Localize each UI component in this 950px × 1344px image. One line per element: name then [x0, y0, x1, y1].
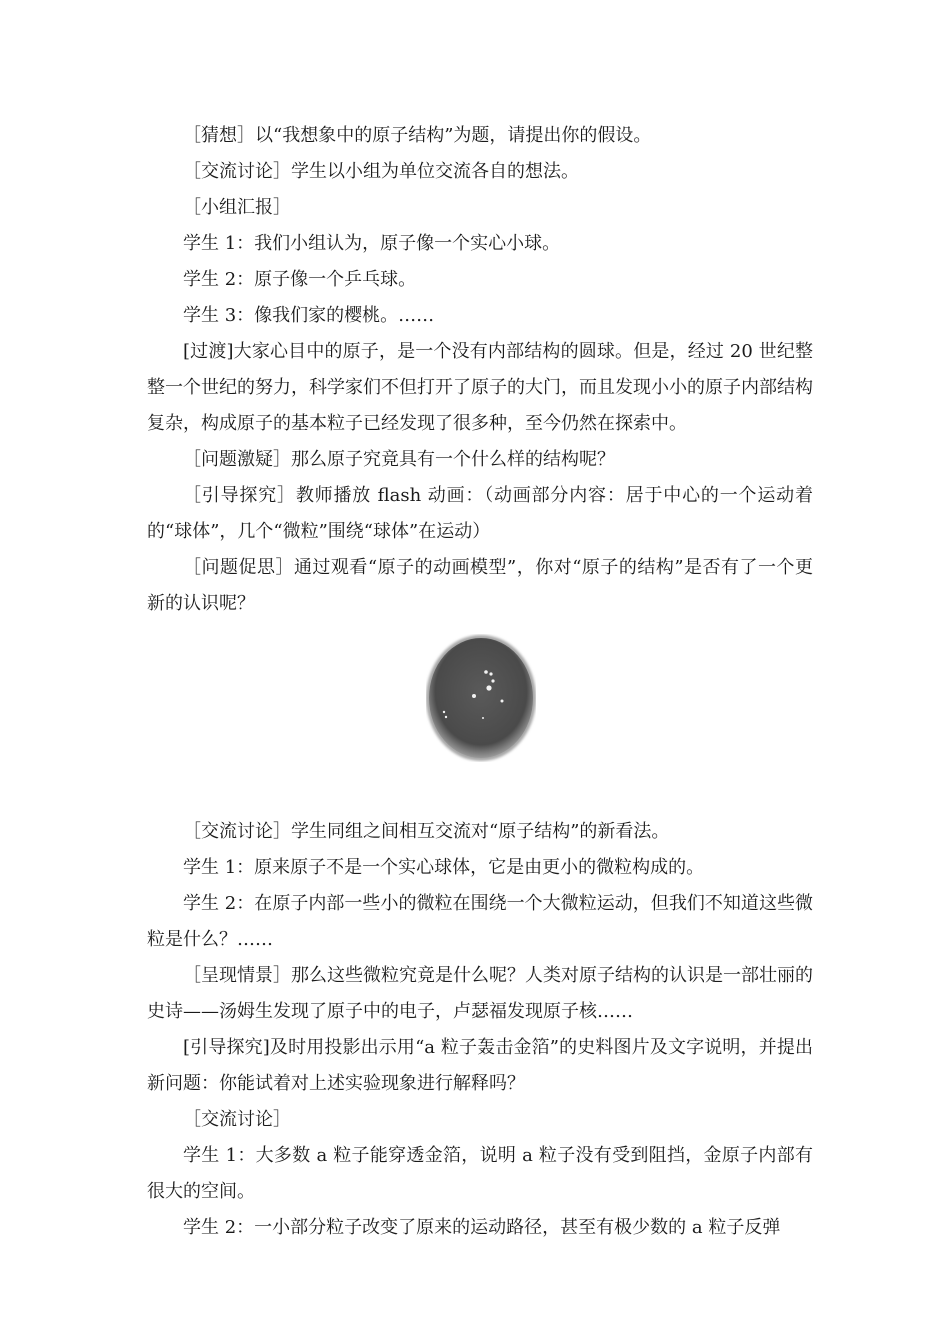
- paragraph-reflection-question: ［问题促思］通过观看“原子的动画模型”，你对“原子的结构”是否有了一个更新的认识呢？: [147, 557, 813, 614]
- particle: [472, 694, 476, 698]
- particle: [491, 679, 494, 682]
- paragraph-student-3: 学生 3：像我们家的樱桃。……: [183, 305, 435, 326]
- paragraph-discussion-3: ［交流讨论］: [183, 1109, 291, 1130]
- paragraph-discussion-2: ［交流讨论］学生同组之间相互交流对“原子结构”的新看法。: [183, 821, 670, 842]
- paragraph-guided-inquiry: ［引导探究］教师播放 flash 动画：（动画部分内容：居于中心的一个运动着的“球体”，几个“微粒”围绕“球体”在运动）: [147, 485, 813, 542]
- particle: [482, 717, 484, 719]
- sphere: [429, 638, 533, 758]
- paragraph-question: ［问题激疑］那么原子究竟具有一个什么样的结构呢？: [183, 449, 615, 470]
- paragraph-student-1: 学生 1：我们小组认为，原子像一个实心小球。: [183, 233, 561, 254]
- figure-container: [147, 632, 813, 790]
- particle: [443, 711, 445, 713]
- paragraph-guess: ［猜想］以“我想象中的原子结构”为题，请提出你的假设。: [183, 125, 652, 146]
- paragraph-student-2: 学生 2：原子像一个乒乓球。: [183, 269, 417, 290]
- paragraph-group-report: ［小组汇报］: [183, 197, 291, 218]
- particle: [489, 672, 492, 675]
- paragraph-student-1b: 学生 1：原来原子不是一个实心球体，它是由更小的微粒构成的。: [183, 857, 705, 878]
- paragraph-student-1c: 学生 1：大多数 a 粒子能穿透金箔，说明 a 粒子没有受到阻挡，金原子内部有很大的空间。: [147, 1145, 813, 1202]
- paragraph-student-2b: 学生 2：在原子内部一些小的微粒在围绕一个大微粒运动，但我们不知道这些微粒是什么？……: [147, 893, 813, 950]
- paragraph-student-2c: 学生 2：一小部分粒子改变了原来的运动路径，甚至有极少数的 a 粒子反弹: [183, 1217, 781, 1238]
- atom-animation-sphere-image: [426, 634, 536, 762]
- paragraph-guided-inquiry-2: [引导探究]及时用投影出示用“a 粒子轰击金箔”的史料图片及文字说明，并提出新问题：你能试着对上述实验现象进行解释吗？: [147, 1037, 813, 1094]
- paragraph-discussion-1: ［交流讨论］学生以小组为单位交流各自的想法。: [183, 161, 579, 182]
- particle: [486, 685, 491, 690]
- paragraph-transition: [过渡]大家心目中的原子，是一个没有内部结构的圆球。但是，经过 20 世纪整整一个世纪的努力，科学家们不但打开了原子的大门，而且发现小小的原子内部结构复杂，构成原子的基本粒子已经发现了很多种，至今仍然在探索中。: [147, 341, 813, 434]
- particle: [501, 700, 504, 703]
- particle: [445, 716, 447, 718]
- particle: [484, 670, 488, 674]
- paragraph-scenario: ［呈现情景］那么这些微粒究竟是什么呢？人类对原子结构的认识是一部壮丽的史诗——汤姆生发现了原子中的电子，卢瑟福发现原子核……: [147, 965, 813, 1022]
- body-text: [147, 118, 813, 1246]
